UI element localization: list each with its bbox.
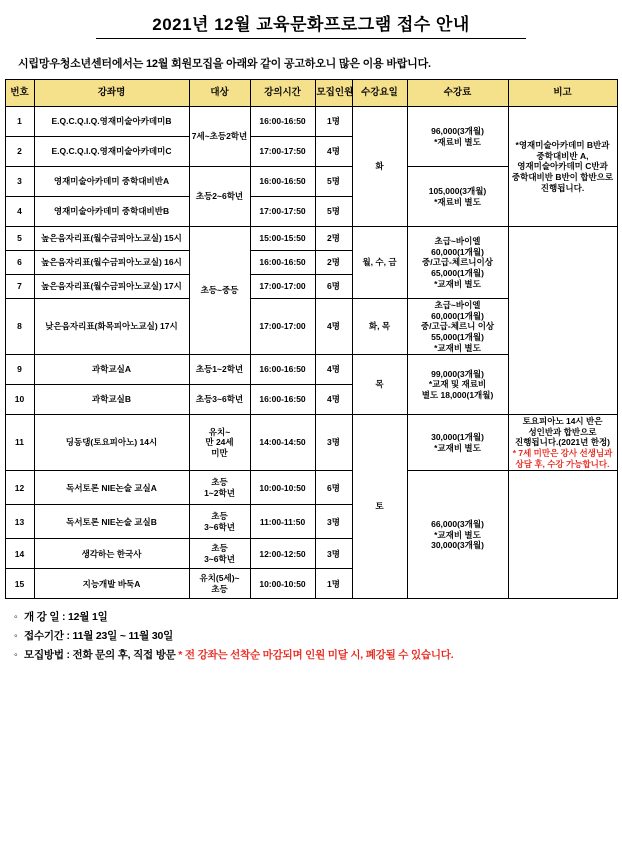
cell-course-name: 과학교실B bbox=[34, 385, 189, 415]
cell-target: 초등3~6학년 bbox=[189, 385, 250, 415]
cell-note: 토요피아노 14시 반은 성인반과 합반으로 진행됩니다.(2021년 한정) * 7세 미만은 강사 선생님과 상담 후, 수강 가능합니다. bbox=[508, 415, 617, 471]
footer-label: 접수기간 : bbox=[24, 630, 73, 643]
cell-course-name: E.Q.C.Q.I.Q.영재미술아카데미B bbox=[34, 107, 189, 137]
cell-time: 10:00-10:50 bbox=[250, 471, 315, 505]
document-page bbox=[0, 14, 622, 856]
cell-course-name: 높은음자리표(월수금피아노교실) 15시 bbox=[34, 227, 189, 251]
page-title: 2021년 12월 교육문화프로그램 접수 안내 bbox=[152, 15, 470, 34]
cell-target-group: 초등~중등 bbox=[189, 227, 250, 355]
cell-course-name: E.Q.C.Q.I.Q.영재미술아카데미C bbox=[34, 137, 189, 167]
cell-course-name: 지능개발 바둑A bbox=[34, 569, 189, 599]
cell-capacity: 1명 bbox=[315, 569, 352, 599]
cell-day: 화 bbox=[352, 107, 407, 227]
footer-warning: * 전 강좌는 선착순 마감되며 인원 미달 시, 폐강될 수 있습니다. bbox=[175, 649, 454, 662]
cell-note bbox=[508, 471, 617, 599]
column-header-day: 수강요일 bbox=[352, 80, 407, 107]
cell-day: 월, 수, 금 bbox=[352, 227, 407, 299]
cell-capacity: 3명 bbox=[315, 539, 352, 569]
cell-target-group: 7세~초등2학년 bbox=[189, 107, 250, 167]
column-header-capacity: 모집인원 bbox=[315, 80, 352, 107]
cell-no: 3 bbox=[5, 167, 34, 197]
cell-no: 11 bbox=[5, 415, 34, 471]
cell-capacity: 2명 bbox=[315, 251, 352, 275]
cell-note bbox=[508, 227, 617, 415]
title-underline bbox=[96, 38, 526, 39]
cell-no: 7 bbox=[5, 275, 34, 299]
footer-label: 모집방법 : bbox=[24, 649, 73, 662]
footer-line bbox=[14, 609, 622, 624]
cell-course-name: 독서토론 NIE논술 교실B bbox=[34, 505, 189, 539]
cell-time: 16:00-16:50 bbox=[250, 167, 315, 197]
cell-fee: 초급~바이엘 60,000(1개월) 중/고급-체르니 이상 55,000(1개월) *교재비 별도 bbox=[407, 299, 508, 355]
cell-fee: 99,000(3개월) *교재 및 재료비 별도 18,000(1개월) bbox=[407, 355, 508, 415]
cell-target-group: 초등2~6학년 bbox=[189, 167, 250, 227]
cell-fee: 66,000(3개월) *교재비 별도 30,000(3개월) bbox=[407, 471, 508, 599]
cell-capacity: 5명 bbox=[315, 197, 352, 227]
cell-time: 17:00-17:50 bbox=[250, 137, 315, 167]
cell-course-name: 높은음자리표(월수금피아노교실) 17시 bbox=[34, 275, 189, 299]
cell-no: 2 bbox=[5, 137, 34, 167]
cell-target: 유치~ 만 24세 미만 bbox=[189, 415, 250, 471]
column-header-note: 비고 bbox=[508, 80, 617, 107]
footer-line bbox=[14, 647, 622, 662]
cell-course-name: 낮은음자리표(화목피아노교실) 17시 bbox=[34, 299, 189, 355]
cell-time: 17:00-17:00 bbox=[250, 299, 315, 355]
cell-course-name: 과학교실A bbox=[34, 355, 189, 385]
table-header bbox=[5, 80, 617, 107]
column-header-time: 강의시간 bbox=[250, 80, 315, 107]
cell-time: 10:00-10:50 bbox=[250, 569, 315, 599]
cell-course-name: 독서토론 NIE논술 교실A bbox=[34, 471, 189, 505]
cell-time: 12:00-12:50 bbox=[250, 539, 315, 569]
cell-time: 15:00-15:50 bbox=[250, 227, 315, 251]
cell-time: 17:00-17:50 bbox=[250, 197, 315, 227]
cell-fee: 105,000(3개월) *재료비 별도 bbox=[407, 167, 508, 227]
cell-course-name: 영재미술아카데미 중학대비반B bbox=[34, 197, 189, 227]
cell-target: 초등1~2학년 bbox=[189, 355, 250, 385]
cell-time: 16:00-16:50 bbox=[250, 251, 315, 275]
footer-value: 전화 문의 후, 직접 방문 bbox=[72, 649, 176, 662]
table-row bbox=[5, 471, 617, 505]
column-header-course: 강좌명 bbox=[34, 80, 189, 107]
cell-target: 유치(5세)~ 초등 bbox=[189, 569, 250, 599]
table-row bbox=[5, 415, 617, 471]
footer-line bbox=[14, 628, 622, 643]
cell-time: 16:00-16:50 bbox=[250, 385, 315, 415]
cell-no: 15 bbox=[5, 569, 34, 599]
cell-time: 17:00-17:00 bbox=[250, 275, 315, 299]
program-schedule-table bbox=[5, 79, 618, 599]
footer-label: 개 강 일 : bbox=[24, 611, 68, 624]
cell-capacity: 4명 bbox=[315, 355, 352, 385]
table-header-row bbox=[5, 80, 617, 107]
cell-time: 11:00-11:50 bbox=[250, 505, 315, 539]
footer-value: 12월 1일 bbox=[68, 611, 108, 624]
cell-capacity: 4명 bbox=[315, 137, 352, 167]
cell-capacity: 1명 bbox=[315, 107, 352, 137]
cell-target: 초등 3~6학년 bbox=[189, 539, 250, 569]
bullet-icon: ◦ bbox=[14, 630, 18, 643]
cell-no: 4 bbox=[5, 197, 34, 227]
cell-time: 16:00-16:50 bbox=[250, 355, 315, 385]
cell-course-name: 영재미술아카데미 중학대비반A bbox=[34, 167, 189, 197]
cell-no: 9 bbox=[5, 355, 34, 385]
table-row bbox=[5, 227, 617, 251]
cell-time: 16:00-16:50 bbox=[250, 107, 315, 137]
column-header-target: 대상 bbox=[189, 80, 250, 107]
cell-no: 12 bbox=[5, 471, 34, 505]
cell-day: 화, 목 bbox=[352, 299, 407, 355]
column-header-fee: 수강료 bbox=[407, 80, 508, 107]
cell-no: 8 bbox=[5, 299, 34, 355]
cell-time: 14:00-14:50 bbox=[250, 415, 315, 471]
footer-value: 11월 23일 ~ 11월 30일 bbox=[72, 630, 174, 643]
cell-course-name: 생각하는 한국사 bbox=[34, 539, 189, 569]
cell-no: 14 bbox=[5, 539, 34, 569]
cell-capacity: 4명 bbox=[315, 299, 352, 355]
cell-no: 13 bbox=[5, 505, 34, 539]
cell-fee: 96,000(3개월) *재료비 별도 bbox=[407, 107, 508, 167]
cell-capacity: 6명 bbox=[315, 275, 352, 299]
cell-capacity: 3명 bbox=[315, 505, 352, 539]
cell-target: 초등 3~6학년 bbox=[189, 505, 250, 539]
bullet-icon: ◦ bbox=[14, 611, 18, 624]
bullet-icon: ◦ bbox=[14, 649, 18, 662]
table-row bbox=[5, 107, 617, 137]
table-body bbox=[5, 107, 617, 599]
cell-capacity: 5명 bbox=[315, 167, 352, 197]
cell-fee: 30,000(1개월) *교재비 별도 bbox=[407, 415, 508, 471]
cell-no: 5 bbox=[5, 227, 34, 251]
cell-course-name: 딩동댕(토요피아노) 14시 bbox=[34, 415, 189, 471]
cell-no: 1 bbox=[5, 107, 34, 137]
cell-no: 10 bbox=[5, 385, 34, 415]
cell-day: 토 bbox=[352, 415, 407, 599]
cell-target: 초등 1~2학년 bbox=[189, 471, 250, 505]
cell-capacity: 2명 bbox=[315, 227, 352, 251]
footer-notes bbox=[8, 609, 622, 662]
cell-fee: 초급~바이엘 60,000(1개월) 중/고급-체르니이상 65,000(1개월) *교재비 별도 bbox=[407, 227, 508, 299]
cell-course-name: 높은음자리표(월수금피아노교실) 16시 bbox=[34, 251, 189, 275]
intro-paragraph: 시립망우청소년센터에서는 12월 회원모집을 아래와 같이 공고하오니 많은 이용 바랍니다. bbox=[18, 58, 431, 71]
cell-day: 목 bbox=[352, 355, 407, 415]
cell-capacity: 4명 bbox=[315, 385, 352, 415]
cell-capacity: 3명 bbox=[315, 415, 352, 471]
cell-capacity: 6명 bbox=[315, 471, 352, 505]
column-header-no: 번호 bbox=[5, 80, 34, 107]
cell-no: 6 bbox=[5, 251, 34, 275]
cell-note: *영재미술아카데미 B반과 중학대비반 A, 영재미술아카데미 C반과 중학대비반 B반이 합반으로 진행됩니다. bbox=[508, 107, 617, 227]
